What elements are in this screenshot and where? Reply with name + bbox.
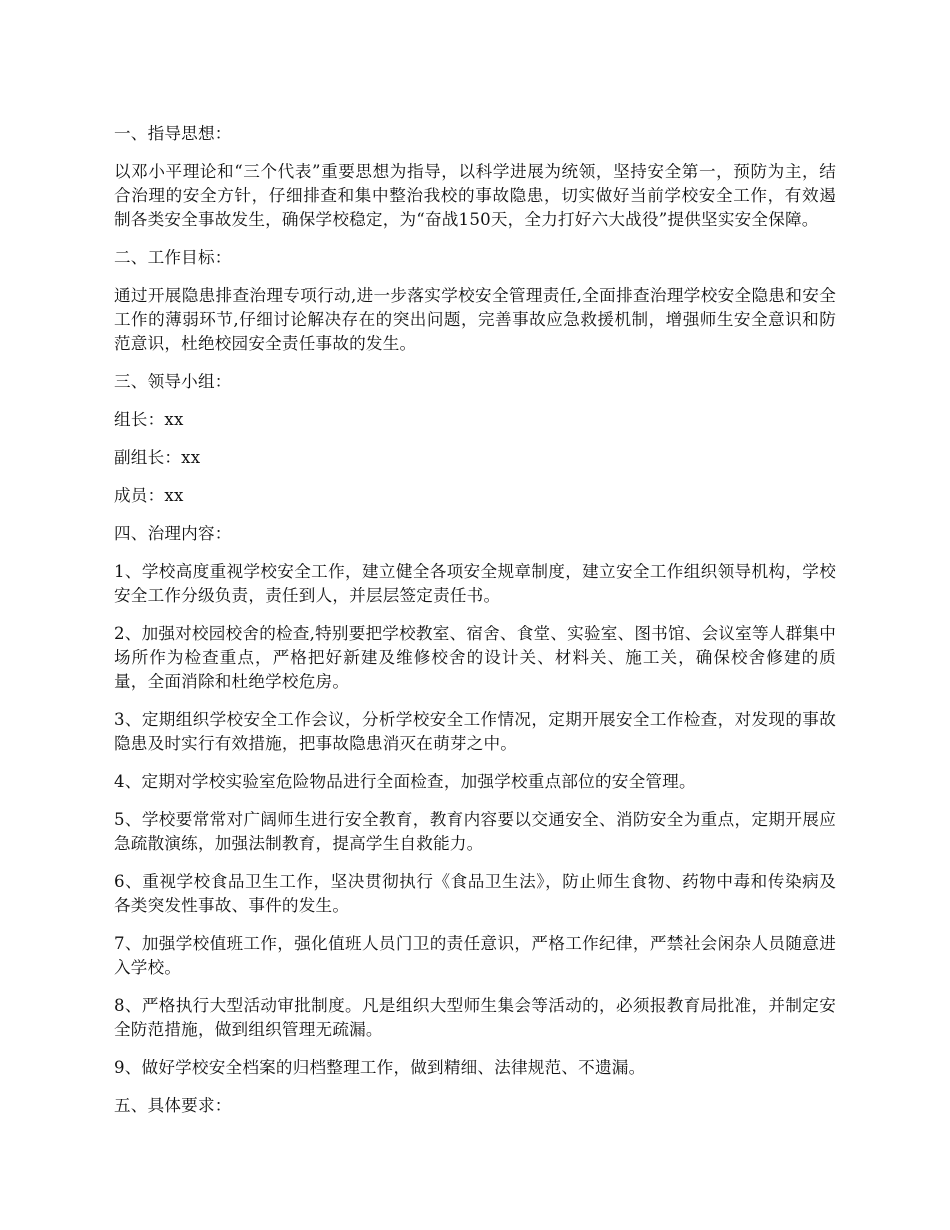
paragraph-work-goals: 通过开展隐患排查治理专项行动,进一步落实学校安全管理责任,全面排查治理学校安全隐患和安全工作的薄弱环节,仔细讨论解决存在的突出问题，完善事故应急救援机制，增强师生安全意识和防范意识，杜绝校园安全责任事故的发生。 [114, 286, 836, 353]
members-line: 成员：xx [114, 486, 184, 505]
section-heading-work-goals: 二、工作目标： [114, 248, 232, 267]
section-heading-specific-requirements: 五、具体要求： [114, 1096, 232, 1115]
governance-item-5: 5、学校要常常对广阔师生进行安全教育，教育内容要以交通安全、消防安全为重点，定期开展应急疏散演练，加强法制教育，提高学生自救能力。 [114, 810, 836, 853]
paragraph-guiding-ideology: 以邓小平理论和“三个代表”重要思想为指导，以科学进展为统领，坚持安全第一，预防为主，结合治理的安全方针，仔细排查和集中整治我校的事故隐患，切实做好当前学校安全工作，有效遏制各类安全事故发生，确保学校稳定，为“奋战150天，全力打好六大战役”提供坚实安全保障。 [114, 162, 836, 229]
governance-item-4: 4、定期对学校实验室危险物品进行全面检查，加强学校重点部位的安全管理。 [114, 772, 696, 791]
governance-item-8: 8、严格执行大型活动审批制度。凡是组织大型师生集会等活动的，必须报教育局批准，并制定安全防范措施，做到组织管理无疏漏。 [114, 996, 836, 1039]
section-heading-leadership-group: 三、领导小组： [114, 372, 232, 391]
governance-item-2: 2、加强对校园校舍的检查,特别要把学校教室、宿舍、食堂、实验室、图书馆、会议室等人群集中场所作为检查重点，严格把好新建及维修校舍的设计关、材料关、施工关，确保校舍修建的质量，全面消除和杜绝学校危房。 [114, 624, 836, 691]
governance-item-3: 3、定期组织学校安全工作会议，分析学校安全工作情况，定期开展安全工作检查，对发现的事故隐患及时实行有效措施，把事故隐患消灭在萌芽之中。 [114, 710, 836, 753]
governance-item-6: 6、重视学校食品卫生工作，坚决贯彻执行《食品卫生法》，防止师生食物、药物中毒和传染病及各类突发性事故、事件的发生。 [114, 872, 836, 915]
section-heading-governance-content: 四、治理内容： [114, 524, 232, 543]
section-heading-guiding-ideology: 一、指导思想： [114, 124, 232, 143]
governance-item-1: 1、学校高度重视学校安全工作，建立健全各项安全规章制度，建立安全工作组织领导机构，学校安全工作分级负责，责任到人，并层层签定责任书。 [114, 562, 836, 605]
governance-item-7: 7、加强学校值班工作，强化值班人员门卫的责任意识，严格工作纪律，严禁社会闲杂人员随意进入学校。 [114, 934, 836, 977]
governance-item-9: 9、做好学校安全档案的归档整理工作，做到精细、法律规范、不遗漏。 [114, 1058, 646, 1077]
leader-line: 组长：xx [114, 410, 184, 429]
deputy-leader-line: 副组长：xx [114, 448, 201, 467]
